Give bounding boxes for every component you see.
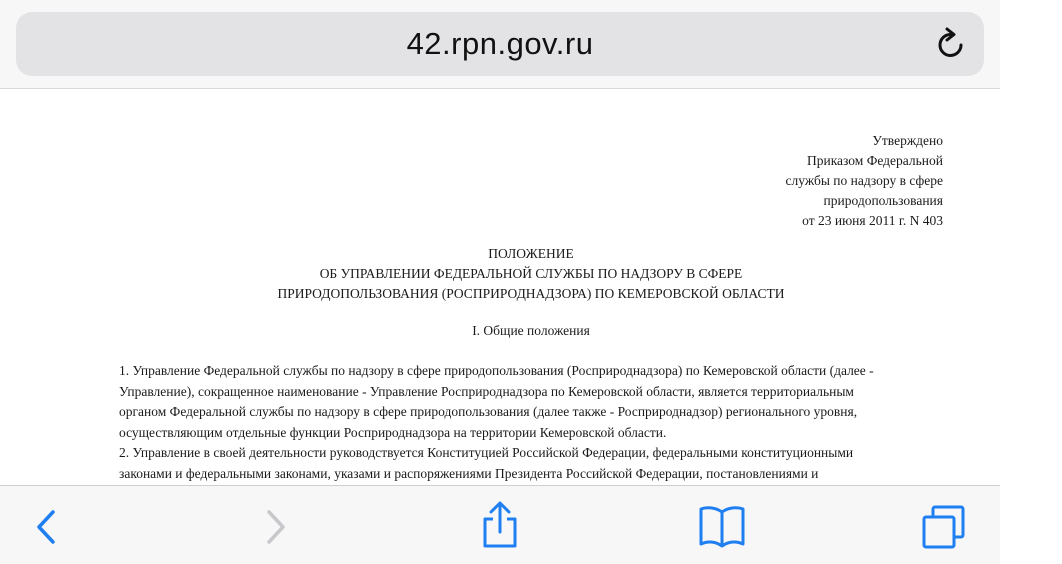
bookmarks-button[interactable] (697, 504, 743, 550)
body-line: 2. Управление в своей деятельности руководствуется Конституцией Российской Федерации, федеральными конституционными (119, 445, 854, 461)
bottom-toolbar (0, 485, 1000, 564)
share-button[interactable] (477, 500, 523, 546)
tabs-icon[interactable] (920, 504, 966, 552)
approval-line: от 23 июня 2011 г. N 403 (802, 213, 943, 228)
tabs-button[interactable] (920, 504, 966, 550)
document-page (0, 89, 1000, 485)
body-line: органом Федеральной службы по надзору в сфере природопользования (далее также - Росприроднадзор) регионального уровня, (119, 404, 858, 420)
body-text (119, 361, 931, 505)
approval-line: природопользования (823, 193, 943, 208)
address-bar (0, 0, 1000, 89)
reload-icon[interactable] (934, 26, 968, 62)
title-line: ПОЛОЖЕНИЕ (488, 246, 574, 261)
approval-line: Приказом Федеральной (806, 153, 943, 168)
title-line: ОБ УПРАВЛЕНИИ ФЕДЕРАЛЬНОЙ СЛУЖБЫ ПО НАДЗОРУ В СФЕРЕ (319, 266, 743, 281)
body-line: законами и федеральными законами, указами и распоряжениями Президента Российской Федерации, постановлениями и (119, 465, 819, 481)
body-line: Управление), сокращенное наименование - Управление Росприроднадзора по Кемеровской области, является территориальным (119, 383, 854, 399)
document-title (0, 244, 1062, 304)
share-icon[interactable] (477, 500, 523, 550)
body-line: 1. Управление Федеральной службы по надзору в сфере природопользования (Росприроднадзора) по Кемеровской области (далее - (119, 363, 874, 378)
back-button[interactable] (24, 504, 70, 550)
approval-block (786, 131, 943, 231)
chevron-left-icon[interactable] (24, 504, 70, 550)
url-text[interactable]: 42.rpn.gov.ru (406, 26, 594, 61)
section-title: I. Общие положения (472, 323, 590, 338)
chevron-right-icon[interactable] (252, 504, 298, 550)
approval-line: Утверждено (872, 133, 943, 148)
body-line: осуществляющим отдельные функции Росприроднадзора на территории Кемеровской области. (119, 424, 667, 440)
book-icon[interactable] (697, 504, 743, 550)
url-field[interactable] (16, 12, 984, 76)
forward-button[interactable] (252, 504, 298, 550)
title-line: ПРИРОДОПОЛЬЗОВАНИЯ (РОСПРИРОДНАДЗОРА) ПО КЕМЕРОВСКОЙ ОБЛАСТИ (277, 286, 785, 301)
approval-line: службы по надзору в сфере (785, 173, 943, 188)
